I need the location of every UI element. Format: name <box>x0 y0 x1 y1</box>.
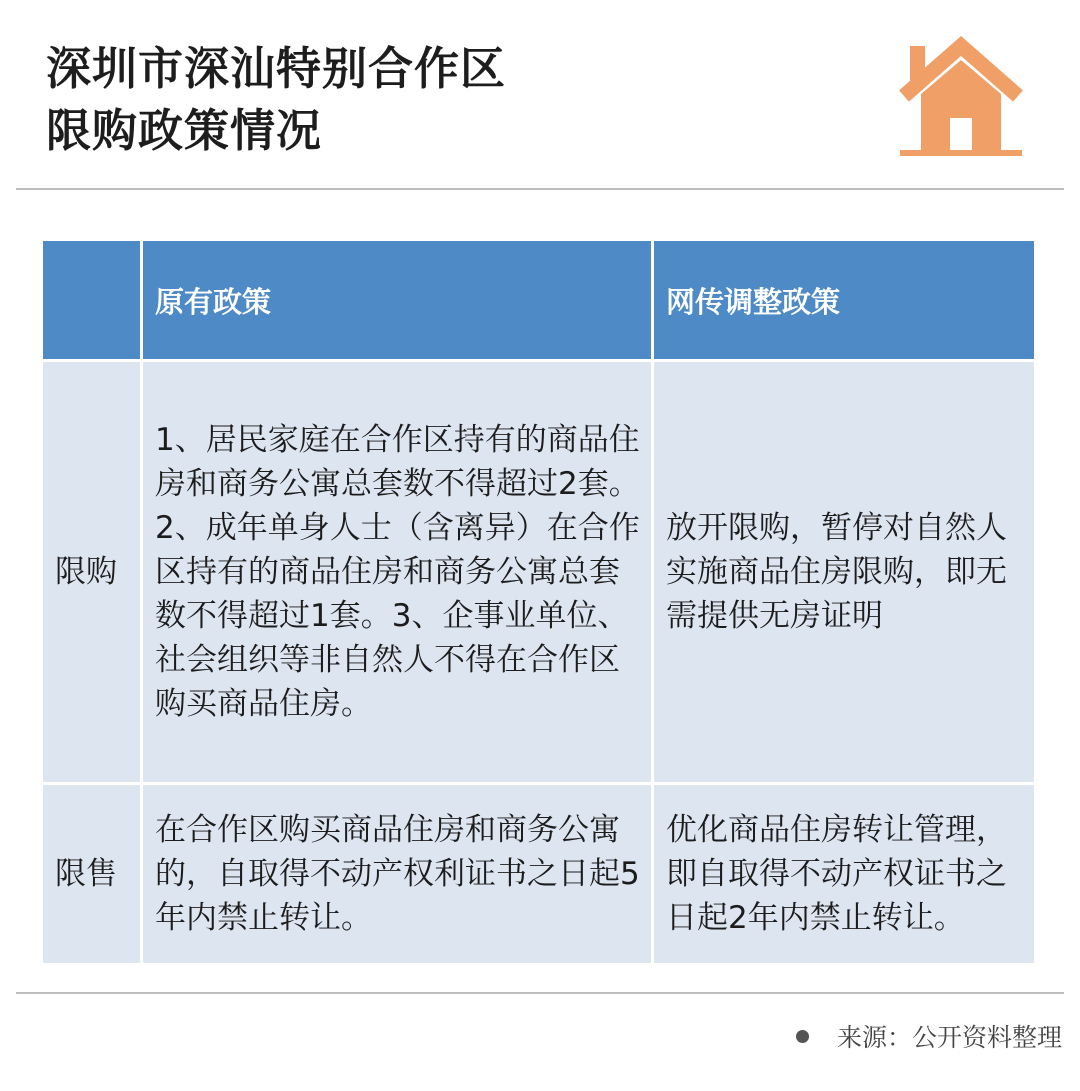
page-title <box>46 38 806 162</box>
row-label-purchase-limit: 限购 <box>42 361 142 784</box>
top-divider <box>16 188 1064 190</box>
source-text: 来源：公开资料整理 <box>836 1023 1062 1052</box>
source-note <box>796 1018 1062 1054</box>
header-corner <box>42 240 142 361</box>
title-line-1: 深圳市深汕特别合作区 <box>46 42 507 95</box>
bullet-dot-icon <box>796 1030 809 1043</box>
cell-adjusted-purchase-limit: 放开限购，暂停对自然人实施商品住房限购，即无需提供无房证明 <box>653 361 1036 784</box>
table-row-purchase-limit <box>42 361 1036 784</box>
title-line-2: 限购政策情况 <box>46 104 323 157</box>
cell-original-sale-limit: 在合作区购买商品住房和商务公寓的，自取得不动产权利证书之日起5年内禁止转让。 <box>142 784 653 965</box>
cell-original-purchase-limit: 1、居民家庭在合作区持有的商品住房和商务公寓总套数不得超过2套。2、成年单身人士（含离异）在合作区持有的商品住房和商务公寓总套数不得超过1套。3、企事业单位、社会组织等非自然人不得在合作区购买商品住房。 <box>142 361 653 784</box>
cell-adjusted-sale-limit: 优化商品住房转让管理，即自取得不动产权证书之日起2年内禁止转让。 <box>653 784 1036 965</box>
house-icon <box>896 30 1026 160</box>
header-adjusted-policy: 网传调整政策 <box>653 240 1036 361</box>
header-original-policy: 原有政策 <box>142 240 653 361</box>
bottom-divider <box>16 992 1064 994</box>
table-row-sale-limit <box>42 784 1036 965</box>
table-header-row <box>42 240 1036 361</box>
policy-table <box>40 238 1037 966</box>
row-label-sale-limit: 限售 <box>42 784 142 965</box>
